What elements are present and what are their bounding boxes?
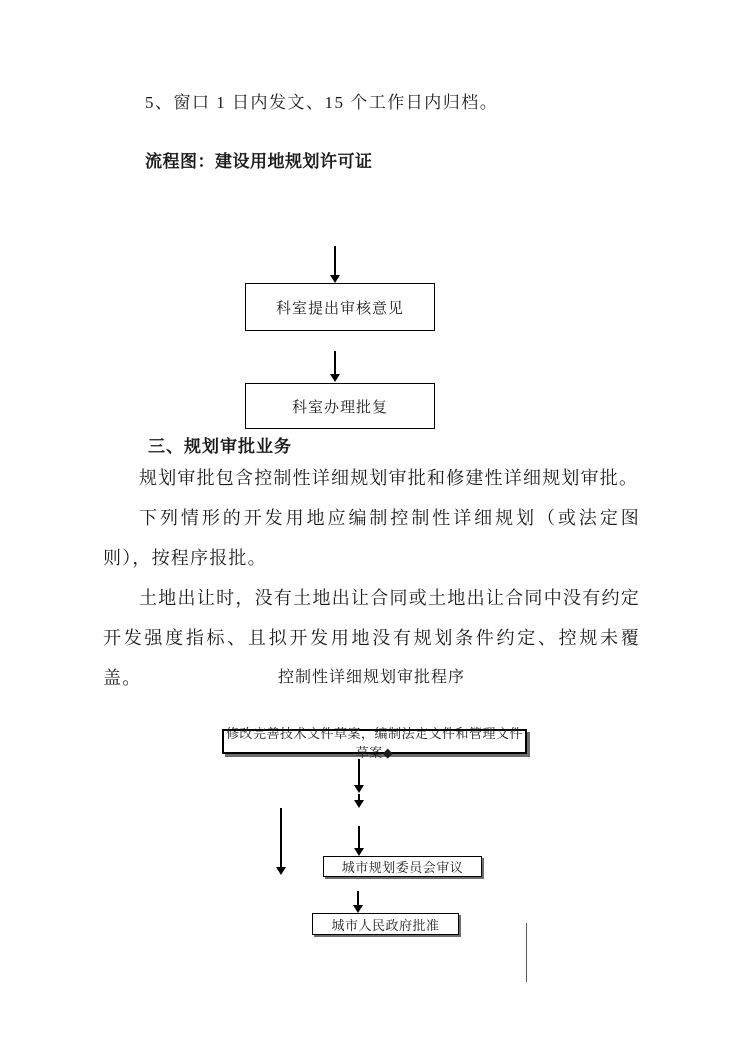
vertical-rule	[526, 923, 527, 982]
procedure-title: 控制性详细规划审批程序	[277, 669, 465, 686]
flow-arrow-down	[353, 826, 364, 856]
arrow-head-icon	[354, 848, 364, 856]
flowchart2-step-label: 城市规划委员会审议	[341, 860, 464, 875]
arrow-shaft	[357, 891, 359, 906]
arrow-head-icon	[330, 374, 340, 382]
flowchart1-step-review-box	[245, 283, 435, 331]
arrow-head-icon	[353, 905, 363, 913]
flowchart2-step-label: 城市人民政府批准	[331, 917, 440, 933]
flowchart1-step-approval-box	[245, 383, 435, 429]
arrow-head-icon	[330, 275, 340, 283]
flow-arrow-down-left	[275, 808, 286, 875]
paragraph: 规划审批包含控制性详细规划审批和修建性详细规划审批。	[139, 468, 639, 488]
flowchart2-step-government-box	[312, 913, 459, 935]
arrow-shaft	[334, 351, 336, 375]
paragraph: 土地出让时，没有土地出让合同或土地出让合同中没有约定开发强度指标、且拟开发用地没有规划条件约定、控规未覆盖。	[103, 588, 640, 688]
flow-arrow-down	[329, 351, 340, 382]
arrow-head-icon	[354, 785, 364, 793]
section-heading: 三、规划审批业务	[148, 437, 292, 456]
arrow-shaft	[358, 759, 360, 786]
flowchart2-step-committee-box	[323, 856, 482, 877]
flow-arrow-down	[353, 759, 364, 793]
flow-arrow-down	[352, 891, 363, 913]
arrow-head-icon	[354, 800, 364, 808]
flow-arrow-down	[353, 794, 364, 808]
arrow-shaft	[280, 808, 282, 868]
flowchart2-step-draft-box	[222, 725, 527, 760]
flowchart-heading: 流程图：建设用地规划许可证	[145, 152, 373, 171]
flowchart2-step-label: 修改完善技术文件草案，编制法定文件和管理文件草案◆	[225, 725, 523, 760]
arrow-shaft	[334, 246, 336, 276]
arrow-shaft	[358, 826, 360, 849]
arrow-head-icon	[276, 867, 286, 875]
flowchart1-step-label: 科室办理批复	[291, 399, 388, 416]
body-text-block	[103, 458, 640, 698]
intro-line: 5、窗口 1 日内发文、15 个工作日内归档。	[145, 93, 499, 112]
paragraph: 下列情形的开发用地应编制控制性详细规划（或法定图则），按程序报批。	[103, 508, 640, 568]
flow-arrow-down	[329, 246, 340, 283]
flowchart1-step-label: 科室提出审核意见	[275, 300, 404, 317]
